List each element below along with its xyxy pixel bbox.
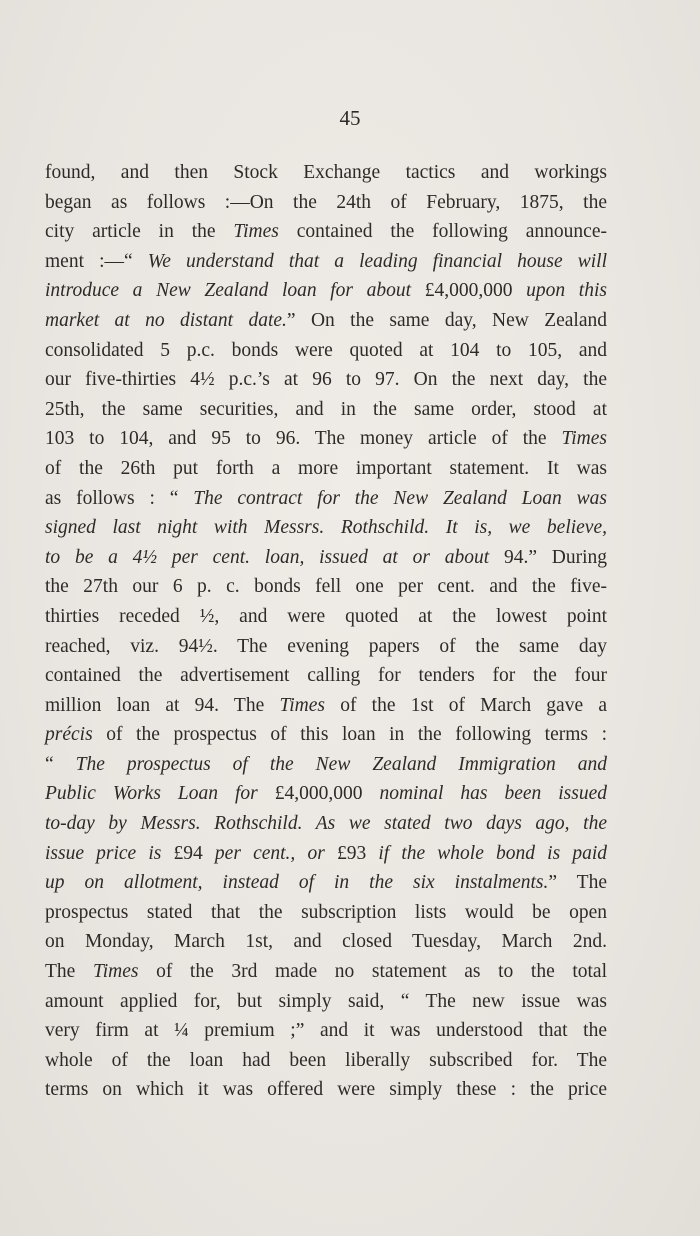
text-run: of the prospectus of this loan in the following terms : — [92, 724, 607, 746]
italic-text: Times — [561, 428, 607, 450]
text-line — [45, 188, 607, 218]
italic-text: Times — [92, 961, 139, 983]
italic-text: to be a 4½ per cent. loan, issued at or about — [45, 546, 504, 568]
text-line — [45, 365, 607, 395]
text-line — [45, 987, 607, 1017]
text-run: of the 1st of March gave a — [324, 694, 607, 716]
text-line — [45, 513, 607, 543]
text-line — [45, 839, 607, 869]
italic-text: market at no distant date. — [45, 309, 287, 331]
text-line — [45, 543, 607, 573]
text-run: found, and then Stock Exchange tactics and workings — [45, 162, 607, 183]
text-line — [45, 602, 607, 632]
text-line — [45, 276, 607, 306]
text-run: The — [45, 961, 93, 983]
text-run: ment :—“ — [45, 250, 148, 272]
text-line — [45, 1046, 607, 1076]
text-line — [45, 572, 607, 602]
italic-text: We understand that a leading financial house will — [147, 250, 607, 272]
text-line — [45, 779, 607, 809]
text-run: the 27th our 6 p. c. bonds fell one per cent. and the five- — [45, 576, 607, 598]
text-run: ” The — [548, 872, 607, 894]
italic-text: précis — [45, 724, 93, 746]
italic-text: Times — [233, 221, 279, 243]
italic-text: The prospectus of the New Zealand Immigration and — [75, 753, 607, 775]
italic-text: nominal has been issued — [362, 783, 607, 805]
text-line — [45, 158, 607, 188]
text-run: prospectus stated that the subscription lists would be open — [45, 901, 607, 923]
text-run: city article in the — [45, 221, 234, 243]
text-run: £93 — [336, 842, 367, 864]
text-line — [45, 454, 607, 484]
text-run: our five-thirties 4½ p.c.’s at 96 to 97. On the next day, the — [45, 369, 607, 391]
text-line — [45, 661, 607, 691]
text-run: “ — [45, 753, 76, 775]
text-run: ” On the same day, New Zealand — [286, 309, 607, 331]
text-line — [45, 306, 607, 336]
italic-text: Public Works Loan for — [45, 783, 275, 805]
text-line — [45, 868, 607, 898]
text-run: very firm at ¼ premium ;” and it was understood that the — [45, 1020, 607, 1042]
text-run: £94 — [173, 842, 203, 864]
text-run: thirties receded ½, and were quoted at the lowest point — [45, 605, 607, 627]
text-line — [45, 898, 607, 928]
text-line — [45, 957, 607, 987]
text-run: million loan at 94. The — [45, 694, 280, 716]
text-line — [45, 809, 607, 839]
text-line — [45, 927, 607, 957]
text-line — [45, 750, 607, 780]
italic-text: issue price is — [45, 842, 174, 864]
text-run: contained the following announce- — [278, 221, 607, 243]
text-run: began as follows :—On the 24th of February, 1875, the — [45, 191, 607, 213]
text-line — [45, 217, 607, 247]
text-line — [45, 1075, 607, 1105]
text-run: 94.” During — [503, 546, 607, 568]
text-line — [45, 247, 607, 277]
text-run: 103 to 104, and 95 to 96. The money article of the — [45, 428, 562, 450]
italic-text: The contract for the New Zealand Loan was — [193, 487, 607, 509]
text-run: of the 3rd made no statement as to the total — [138, 961, 607, 983]
italic-text: introduce a New Zealand loan for about — [45, 280, 425, 302]
text-run: on Monday, March 1st, and closed Tuesday, March 2nd. — [45, 931, 607, 953]
italic-text: signed last night with Messrs. Rothschild. It is, we believe, — [45, 517, 607, 539]
text-run: consolidated 5 p.c. bonds were quoted at 104 to 105, and — [45, 339, 607, 361]
text-run: 25th, the same securities, and in the same order, stood at — [45, 398, 607, 420]
text-line — [45, 720, 607, 750]
body-text — [45, 158, 607, 1105]
text-line — [45, 424, 607, 454]
text-line — [45, 336, 607, 366]
text-run: contained the advertisement calling for tenders for the four — [45, 665, 607, 687]
text-run: £4,000,000 — [274, 783, 363, 805]
text-run: as follows : “ — [45, 487, 194, 509]
text-line — [45, 691, 607, 721]
text-line — [45, 1016, 607, 1046]
text-run: reached, viz. 94½. The evening papers of the same day — [45, 635, 607, 657]
text-line — [45, 395, 607, 425]
text-line — [45, 632, 607, 662]
italic-text: to-day by Messrs. Rothschild. As we stated two days ago, the — [45, 813, 607, 835]
italic-text: upon this — [512, 280, 607, 302]
italic-text: if the whole bond is paid — [366, 842, 607, 864]
text-run: amount applied for, but simply said, “ The new issue was — [45, 990, 607, 1012]
text-run: terms on which it was offered were simply these : the price — [45, 1079, 607, 1101]
text-line — [45, 484, 607, 514]
italic-text: per cent., or — [202, 842, 337, 864]
text-run: of the 26th put forth a more important statement. It was — [45, 457, 607, 479]
italic-text: up on allotment, instead of in the six instalments. — [45, 872, 549, 894]
text-run: whole of the loan had been liberally subscribed for. The — [45, 1049, 607, 1071]
italic-text: Times — [279, 694, 325, 716]
page-number: 45 — [339, 106, 361, 130]
text-run: £4,000,000 — [424, 280, 513, 302]
